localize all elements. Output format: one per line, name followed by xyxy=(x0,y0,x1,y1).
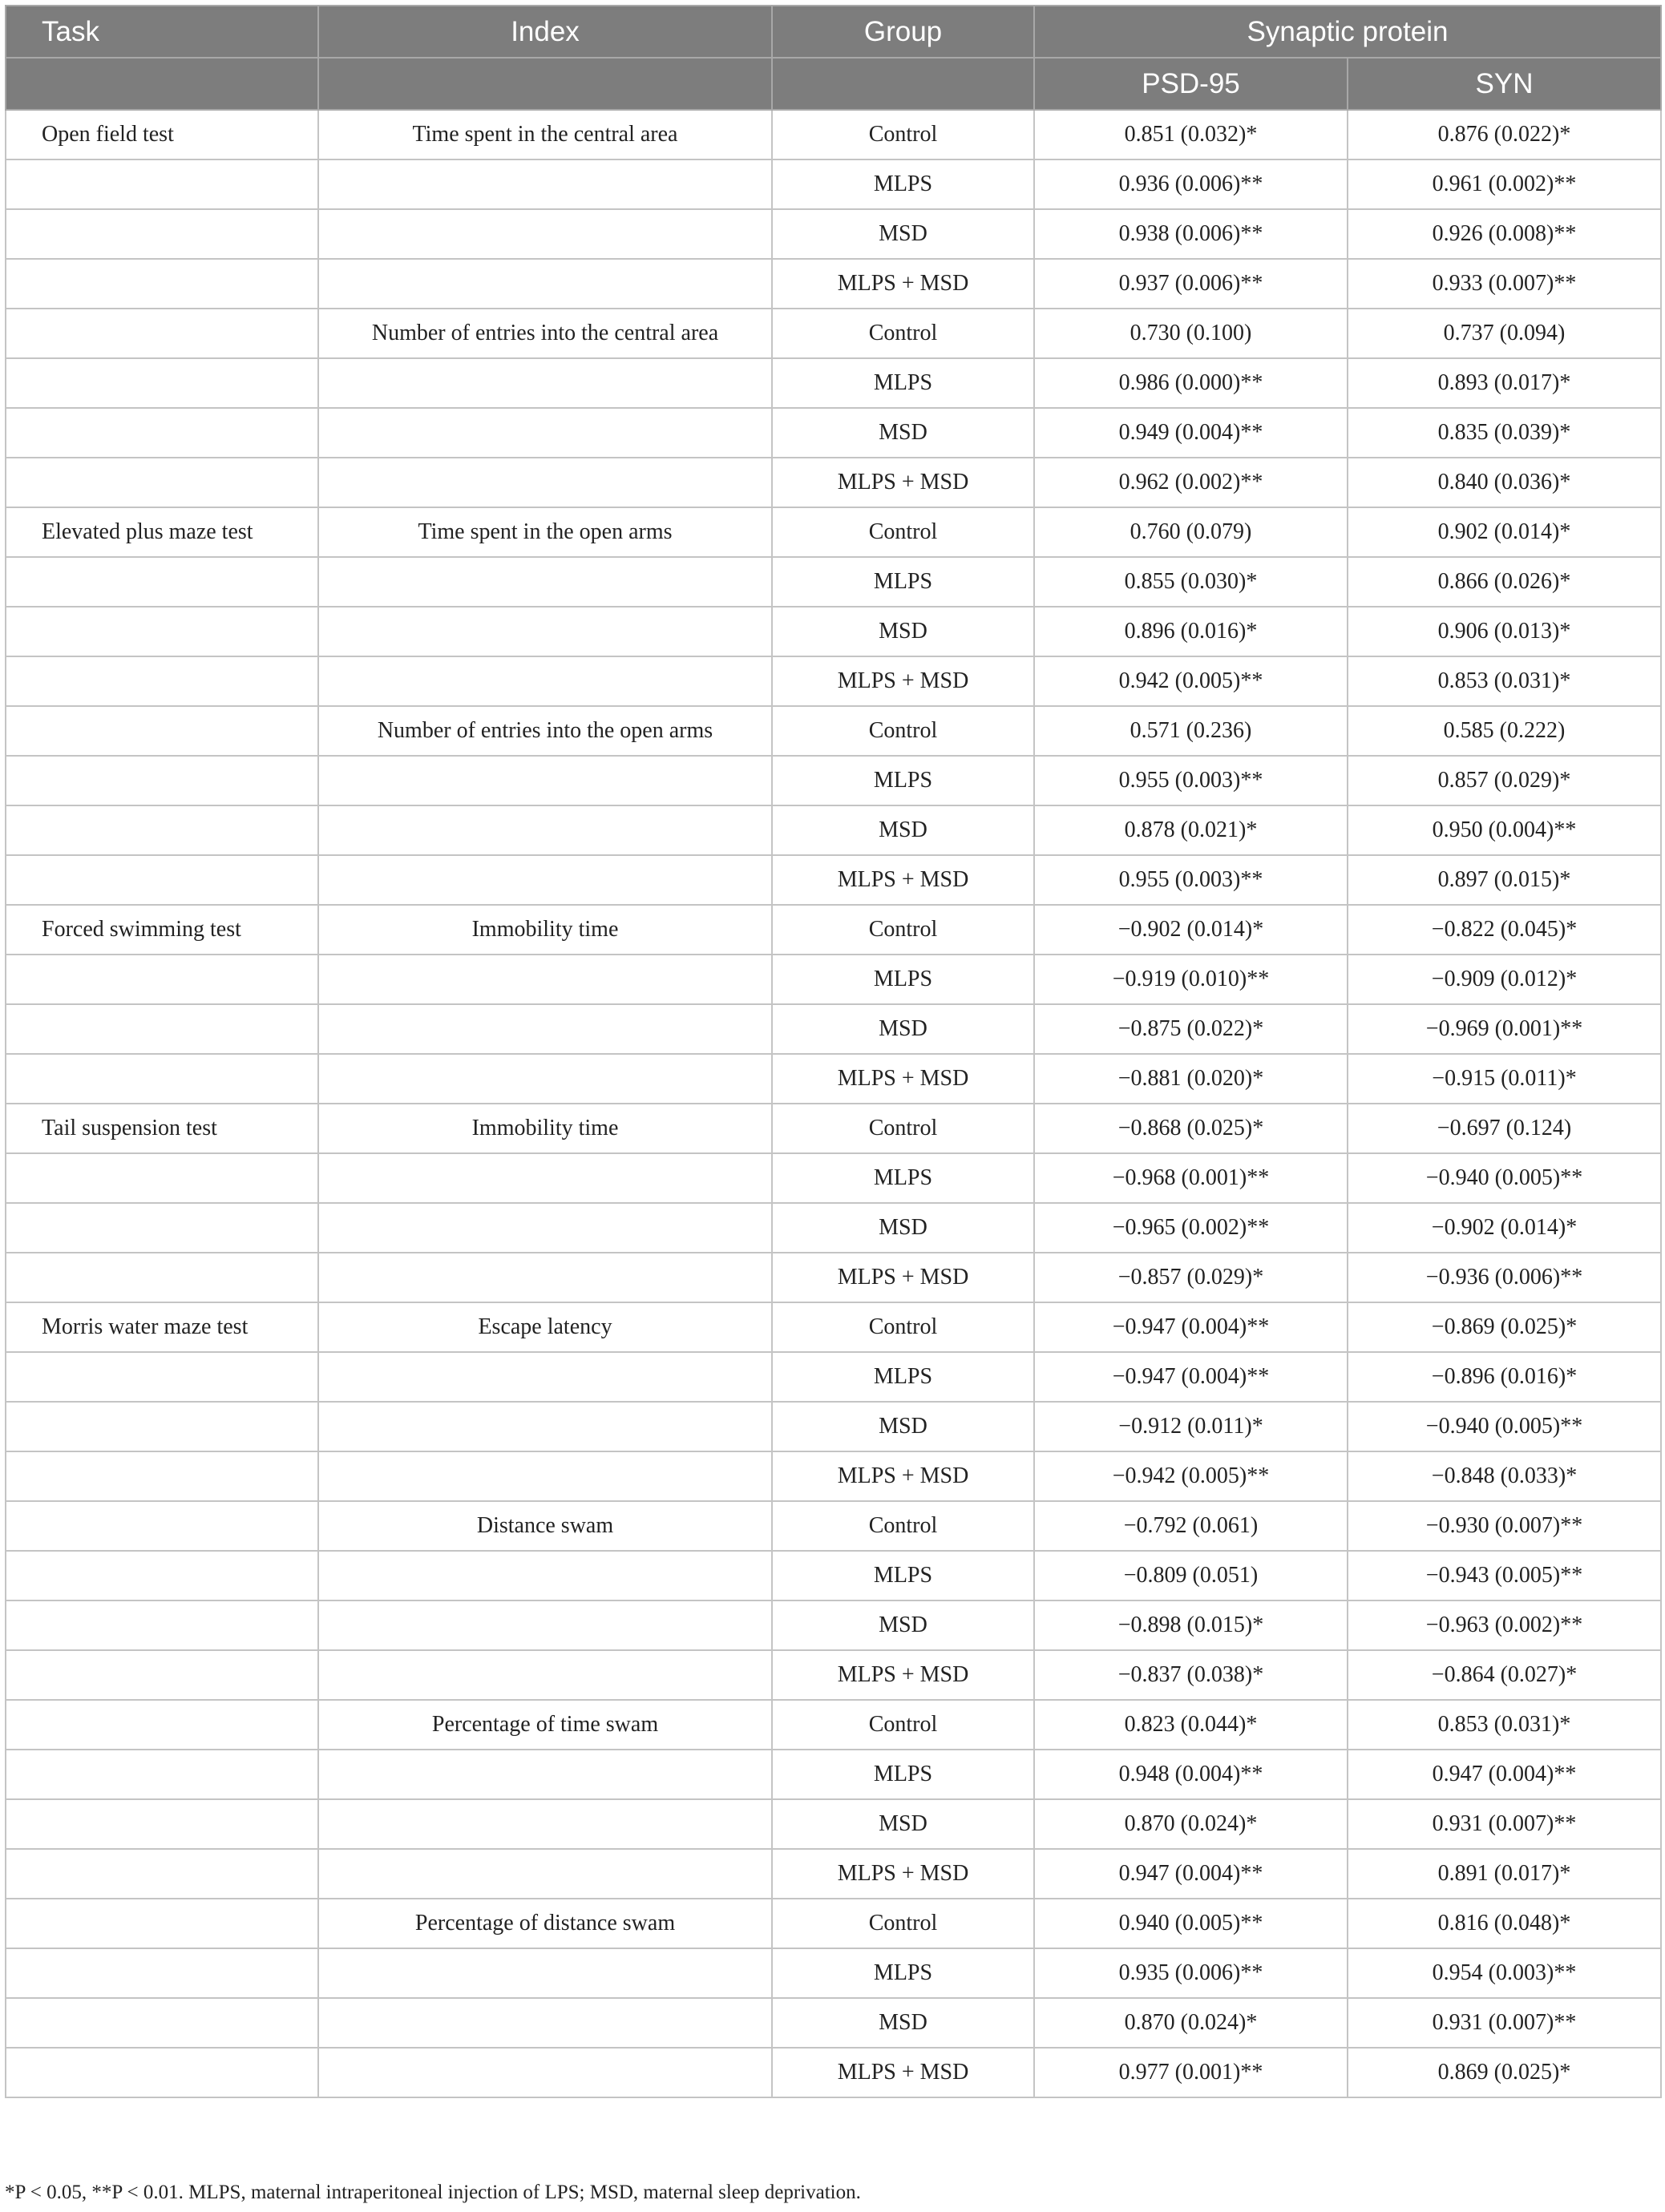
cell-task xyxy=(6,1799,318,1849)
cell-syn: −0.896 (0.016)* xyxy=(1348,1352,1661,1402)
cell-task xyxy=(6,1352,318,1402)
cell-psd95: 0.936 (0.006)** xyxy=(1034,159,1348,209)
table-row xyxy=(6,358,1661,408)
table-row xyxy=(6,1799,1661,1849)
cell-psd95: 0.948 (0.004)** xyxy=(1034,1750,1348,1799)
cell-syn: 0.950 (0.004)** xyxy=(1348,805,1661,855)
cell-group: MSD xyxy=(772,1004,1034,1054)
header-blank-task xyxy=(6,58,318,110)
cell-group: Control xyxy=(772,309,1034,358)
cell-psd95: 0.962 (0.002)** xyxy=(1034,458,1348,507)
cell-index xyxy=(318,1451,772,1501)
cell-index xyxy=(318,408,772,458)
cell-syn: −0.864 (0.027)* xyxy=(1348,1650,1661,1700)
cell-syn: 0.835 (0.039)* xyxy=(1348,408,1661,458)
cell-psd95: −0.968 (0.001)** xyxy=(1034,1153,1348,1203)
cell-task xyxy=(6,1899,318,1948)
cell-index xyxy=(318,159,772,209)
cell-psd95: −0.912 (0.011)* xyxy=(1034,1402,1348,1451)
cell-psd95: 0.760 (0.079) xyxy=(1034,507,1348,557)
table-row xyxy=(6,1750,1661,1799)
table-row xyxy=(6,110,1661,159)
cell-group: MLPS xyxy=(772,955,1034,1004)
cell-group: Control xyxy=(772,1899,1034,1948)
cell-psd95: −0.902 (0.014)* xyxy=(1034,905,1348,955)
cell-group: Control xyxy=(772,1302,1034,1352)
cell-task xyxy=(6,259,318,309)
cell-psd95: 0.937 (0.006)** xyxy=(1034,259,1348,309)
cell-task: Morris water maze test xyxy=(6,1302,318,1352)
cell-psd95: 0.870 (0.024)* xyxy=(1034,1799,1348,1849)
cell-group: MLPS + MSD xyxy=(772,2048,1034,2097)
cell-psd95: −0.881 (0.020)* xyxy=(1034,1054,1348,1104)
table-row xyxy=(6,408,1661,458)
cell-index: Time spent in the open arms xyxy=(318,507,772,557)
table-row xyxy=(6,1948,1661,1998)
cell-index xyxy=(318,1153,772,1203)
cell-group: MLPS + MSD xyxy=(772,1849,1034,1899)
cell-index xyxy=(318,805,772,855)
cell-syn: 0.906 (0.013)* xyxy=(1348,607,1661,656)
cell-group: MSD xyxy=(772,1203,1034,1253)
table-row xyxy=(6,1501,1661,1551)
cell-psd95: −0.947 (0.004)** xyxy=(1034,1302,1348,1352)
cell-index: Escape latency xyxy=(318,1302,772,1352)
cell-syn: −0.869 (0.025)* xyxy=(1348,1302,1661,1352)
cell-task xyxy=(6,1700,318,1750)
table-row xyxy=(6,1004,1661,1054)
cell-index xyxy=(318,1998,772,2048)
cell-task xyxy=(6,2048,318,2097)
cell-group: Control xyxy=(772,706,1034,756)
table-row xyxy=(6,1899,1661,1948)
cell-syn: 0.876 (0.022)* xyxy=(1348,110,1661,159)
cell-psd95: −0.837 (0.038)* xyxy=(1034,1650,1348,1700)
cell-index: Time spent in the central area xyxy=(318,110,772,159)
cell-psd95: −0.947 (0.004)** xyxy=(1034,1352,1348,1402)
cell-index: Number of entries into the open arms xyxy=(318,706,772,756)
cell-task xyxy=(6,756,318,805)
cell-task xyxy=(6,1451,318,1501)
header-syn: SYN xyxy=(1348,58,1661,110)
cell-syn: −0.697 (0.124) xyxy=(1348,1104,1661,1153)
cell-group: MLPS + MSD xyxy=(772,458,1034,507)
table-row xyxy=(6,756,1661,805)
table-row xyxy=(6,955,1661,1004)
cell-task xyxy=(6,1551,318,1600)
cell-psd95: 0.870 (0.024)* xyxy=(1034,1998,1348,2048)
cell-group: MLPS xyxy=(772,557,1034,607)
cell-group: MSD xyxy=(772,1600,1034,1650)
cell-syn: −0.936 (0.006)** xyxy=(1348,1253,1661,1302)
cell-psd95: 0.896 (0.016)* xyxy=(1034,607,1348,656)
cell-index xyxy=(318,955,772,1004)
cell-syn: 0.853 (0.031)* xyxy=(1348,1700,1661,1750)
table-row xyxy=(6,159,1661,209)
table-row xyxy=(6,1203,1661,1253)
cell-task xyxy=(6,1402,318,1451)
cell-psd95: 0.855 (0.030)* xyxy=(1034,557,1348,607)
cell-index xyxy=(318,209,772,259)
table-row xyxy=(6,1054,1661,1104)
cell-task xyxy=(6,1501,318,1551)
cell-index xyxy=(318,458,772,507)
cell-index xyxy=(318,1054,772,1104)
table-body xyxy=(6,110,1661,2097)
cell-psd95: 0.949 (0.004)** xyxy=(1034,408,1348,458)
cell-index xyxy=(318,756,772,805)
table-row xyxy=(6,1402,1661,1451)
table-row xyxy=(6,209,1661,259)
cell-index xyxy=(318,1352,772,1402)
cell-syn: 0.902 (0.014)* xyxy=(1348,507,1661,557)
cell-psd95: −0.965 (0.002)** xyxy=(1034,1203,1348,1253)
table-row xyxy=(6,1153,1661,1203)
cell-index xyxy=(318,1402,772,1451)
cell-task: Open field test xyxy=(6,110,318,159)
cell-syn: −0.963 (0.002)** xyxy=(1348,1600,1661,1650)
table-row xyxy=(6,309,1661,358)
cell-task xyxy=(6,1153,318,1203)
cell-task xyxy=(6,1948,318,1998)
cell-index: Immobility time xyxy=(318,1104,772,1153)
cell-group: MLPS + MSD xyxy=(772,1451,1034,1501)
cell-index xyxy=(318,607,772,656)
cell-psd95: 0.823 (0.044)* xyxy=(1034,1700,1348,1750)
header-index: Index xyxy=(318,6,772,58)
cell-index: Distance swam xyxy=(318,1501,772,1551)
cell-index xyxy=(318,1650,772,1700)
cell-group: MLPS xyxy=(772,1551,1034,1600)
cell-group: MSD xyxy=(772,1998,1034,2048)
cell-psd95: 0.955 (0.003)** xyxy=(1034,855,1348,905)
table-row xyxy=(6,2048,1661,2097)
cell-task xyxy=(6,1650,318,1700)
cell-index xyxy=(318,259,772,309)
cell-index xyxy=(318,1849,772,1899)
cell-syn: −0.902 (0.014)* xyxy=(1348,1203,1661,1253)
table-row xyxy=(6,259,1661,309)
cell-syn: −0.943 (0.005)** xyxy=(1348,1551,1661,1600)
header-group: Group xyxy=(772,6,1034,58)
cell-group: MSD xyxy=(772,408,1034,458)
cell-psd95: 0.935 (0.006)** xyxy=(1034,1948,1348,1998)
cell-task xyxy=(6,1750,318,1799)
cell-psd95: 0.955 (0.003)** xyxy=(1034,756,1348,805)
header-psd95: PSD-95 xyxy=(1034,58,1348,110)
cell-index xyxy=(318,855,772,905)
cell-group: MLPS xyxy=(772,1352,1034,1402)
cell-task xyxy=(6,358,318,408)
cell-group: MLPS xyxy=(772,1948,1034,1998)
table-row xyxy=(6,656,1661,706)
cell-index xyxy=(318,1253,772,1302)
cell-index xyxy=(318,656,772,706)
cell-psd95: −0.942 (0.005)** xyxy=(1034,1451,1348,1501)
cell-syn: −0.915 (0.011)* xyxy=(1348,1054,1661,1104)
table-row xyxy=(6,557,1661,607)
correlation-table xyxy=(5,5,1662,2098)
cell-task xyxy=(6,1203,318,1253)
correlation-table-container xyxy=(5,5,1660,2098)
cell-psd95: 0.986 (0.000)** xyxy=(1034,358,1348,408)
cell-task xyxy=(6,458,318,507)
header-task: Task xyxy=(6,6,318,58)
cell-psd95: 0.730 (0.100) xyxy=(1034,309,1348,358)
cell-task xyxy=(6,159,318,209)
cell-task xyxy=(6,1998,318,2048)
cell-task xyxy=(6,557,318,607)
cell-group: MLPS xyxy=(772,358,1034,408)
table-row xyxy=(6,1104,1661,1153)
cell-index xyxy=(318,1750,772,1799)
table-footnote: *P < 0.05, **P < 0.01. MLPS, maternal intraperitoneal injection of LPS; MSD, maternal sleep deprivation. xyxy=(5,2182,861,2203)
cell-syn: 0.931 (0.007)** xyxy=(1348,1799,1661,1849)
table-row xyxy=(6,1600,1661,1650)
table-row xyxy=(6,458,1661,507)
cell-group: MSD xyxy=(772,209,1034,259)
table-row xyxy=(6,1302,1661,1352)
cell-syn: 0.931 (0.007)** xyxy=(1348,1998,1661,2048)
table-row xyxy=(6,1700,1661,1750)
table-row xyxy=(6,1650,1661,1700)
cell-group: Control xyxy=(772,1501,1034,1551)
cell-syn: −0.969 (0.001)** xyxy=(1348,1004,1661,1054)
cell-group: Control xyxy=(772,905,1034,955)
cell-psd95: −0.857 (0.029)* xyxy=(1034,1253,1348,1302)
cell-syn: 0.585 (0.222) xyxy=(1348,706,1661,756)
cell-group: MSD xyxy=(772,607,1034,656)
table-header xyxy=(6,6,1661,110)
header-row-2 xyxy=(6,58,1661,110)
cell-syn: 0.933 (0.007)** xyxy=(1348,259,1661,309)
cell-psd95: 0.851 (0.032)* xyxy=(1034,110,1348,159)
cell-syn: 0.857 (0.029)* xyxy=(1348,756,1661,805)
cell-index xyxy=(318,1004,772,1054)
cell-psd95: −0.868 (0.025)* xyxy=(1034,1104,1348,1153)
cell-task xyxy=(6,607,318,656)
cell-task: Forced swimming test xyxy=(6,905,318,955)
cell-group: MLPS xyxy=(772,1153,1034,1203)
cell-index xyxy=(318,557,772,607)
cell-group: MSD xyxy=(772,805,1034,855)
table-row xyxy=(6,706,1661,756)
cell-syn: 0.853 (0.031)* xyxy=(1348,656,1661,706)
cell-task xyxy=(6,1004,318,1054)
cell-group: Control xyxy=(772,110,1034,159)
cell-task xyxy=(6,706,318,756)
cell-task: Elevated plus maze test xyxy=(6,507,318,557)
cell-syn: −0.940 (0.005)** xyxy=(1348,1153,1661,1203)
cell-task xyxy=(6,209,318,259)
cell-psd95: −0.809 (0.051) xyxy=(1034,1551,1348,1600)
cell-task xyxy=(6,1600,318,1650)
header-blank-group xyxy=(772,58,1034,110)
cell-psd95: −0.792 (0.061) xyxy=(1034,1501,1348,1551)
cell-psd95: 0.947 (0.004)** xyxy=(1034,1849,1348,1899)
table-row xyxy=(6,805,1661,855)
table-row xyxy=(6,1551,1661,1600)
cell-psd95: 0.571 (0.236) xyxy=(1034,706,1348,756)
cell-psd95: −0.919 (0.010)** xyxy=(1034,955,1348,1004)
cell-group: MLPS + MSD xyxy=(772,1054,1034,1104)
header-synaptic-protein: Synaptic protein xyxy=(1034,6,1661,58)
cell-task xyxy=(6,309,318,358)
table-row xyxy=(6,905,1661,955)
cell-task xyxy=(6,955,318,1004)
cell-syn: −0.848 (0.033)* xyxy=(1348,1451,1661,1501)
cell-group: MSD xyxy=(772,1799,1034,1849)
cell-group: Control xyxy=(772,1104,1034,1153)
cell-syn: 0.869 (0.025)* xyxy=(1348,2048,1661,2097)
cell-index xyxy=(318,2048,772,2097)
cell-syn: −0.822 (0.045)* xyxy=(1348,905,1661,955)
cell-syn: 0.947 (0.004)** xyxy=(1348,1750,1661,1799)
cell-group: Control xyxy=(772,1700,1034,1750)
cell-task xyxy=(6,408,318,458)
cell-index: Percentage of distance swam xyxy=(318,1899,772,1948)
cell-index xyxy=(318,1948,772,1998)
cell-syn: 0.891 (0.017)* xyxy=(1348,1849,1661,1899)
cell-group: MLPS xyxy=(772,1750,1034,1799)
table-row xyxy=(6,1849,1661,1899)
cell-group: MLPS + MSD xyxy=(772,656,1034,706)
cell-task xyxy=(6,805,318,855)
cell-syn: 0.840 (0.036)* xyxy=(1348,458,1661,507)
cell-group: MLPS xyxy=(772,159,1034,209)
cell-psd95: 0.977 (0.001)** xyxy=(1034,2048,1348,2097)
cell-syn: 0.866 (0.026)* xyxy=(1348,557,1661,607)
cell-task xyxy=(6,855,318,905)
table-row xyxy=(6,1253,1661,1302)
cell-syn: −0.930 (0.007)** xyxy=(1348,1501,1661,1551)
cell-index xyxy=(318,1203,772,1253)
cell-index: Percentage of time swam xyxy=(318,1700,772,1750)
cell-syn: 0.926 (0.008)** xyxy=(1348,209,1661,259)
cell-index xyxy=(318,1600,772,1650)
table-row xyxy=(6,507,1661,557)
table-row xyxy=(6,1451,1661,1501)
cell-syn: −0.909 (0.012)* xyxy=(1348,955,1661,1004)
cell-psd95: 0.940 (0.005)** xyxy=(1034,1899,1348,1948)
cell-psd95: 0.942 (0.005)** xyxy=(1034,656,1348,706)
table-row xyxy=(6,607,1661,656)
cell-syn: 0.893 (0.017)* xyxy=(1348,358,1661,408)
cell-syn: 0.897 (0.015)* xyxy=(1348,855,1661,905)
cell-task xyxy=(6,1054,318,1104)
cell-index xyxy=(318,358,772,408)
table-row xyxy=(6,855,1661,905)
header-row-1 xyxy=(6,6,1661,58)
cell-syn: 0.816 (0.048)* xyxy=(1348,1899,1661,1948)
cell-index: Number of entries into the central area xyxy=(318,309,772,358)
cell-syn: −0.940 (0.005)** xyxy=(1348,1402,1661,1451)
cell-task: Tail suspension test xyxy=(6,1104,318,1153)
cell-psd95: −0.898 (0.015)* xyxy=(1034,1600,1348,1650)
cell-index xyxy=(318,1799,772,1849)
cell-syn: 0.737 (0.094) xyxy=(1348,309,1661,358)
cell-index xyxy=(318,1551,772,1600)
cell-group: Control xyxy=(772,507,1034,557)
cell-psd95: 0.938 (0.006)** xyxy=(1034,209,1348,259)
cell-group: MLPS + MSD xyxy=(772,259,1034,309)
cell-group: MLPS xyxy=(772,756,1034,805)
cell-task xyxy=(6,1253,318,1302)
cell-group: MSD xyxy=(772,1402,1034,1451)
cell-syn: 0.961 (0.002)** xyxy=(1348,159,1661,209)
cell-index: Immobility time xyxy=(318,905,772,955)
cell-group: MLPS + MSD xyxy=(772,1650,1034,1700)
table-row xyxy=(6,1998,1661,2048)
table-row xyxy=(6,1352,1661,1402)
cell-task xyxy=(6,656,318,706)
cell-psd95: 0.878 (0.021)* xyxy=(1034,805,1348,855)
cell-group: MLPS + MSD xyxy=(772,1253,1034,1302)
cell-group: MLPS + MSD xyxy=(772,855,1034,905)
cell-task xyxy=(6,1849,318,1899)
cell-psd95: −0.875 (0.022)* xyxy=(1034,1004,1348,1054)
cell-syn: 0.954 (0.003)** xyxy=(1348,1948,1661,1998)
header-blank-index xyxy=(318,58,772,110)
